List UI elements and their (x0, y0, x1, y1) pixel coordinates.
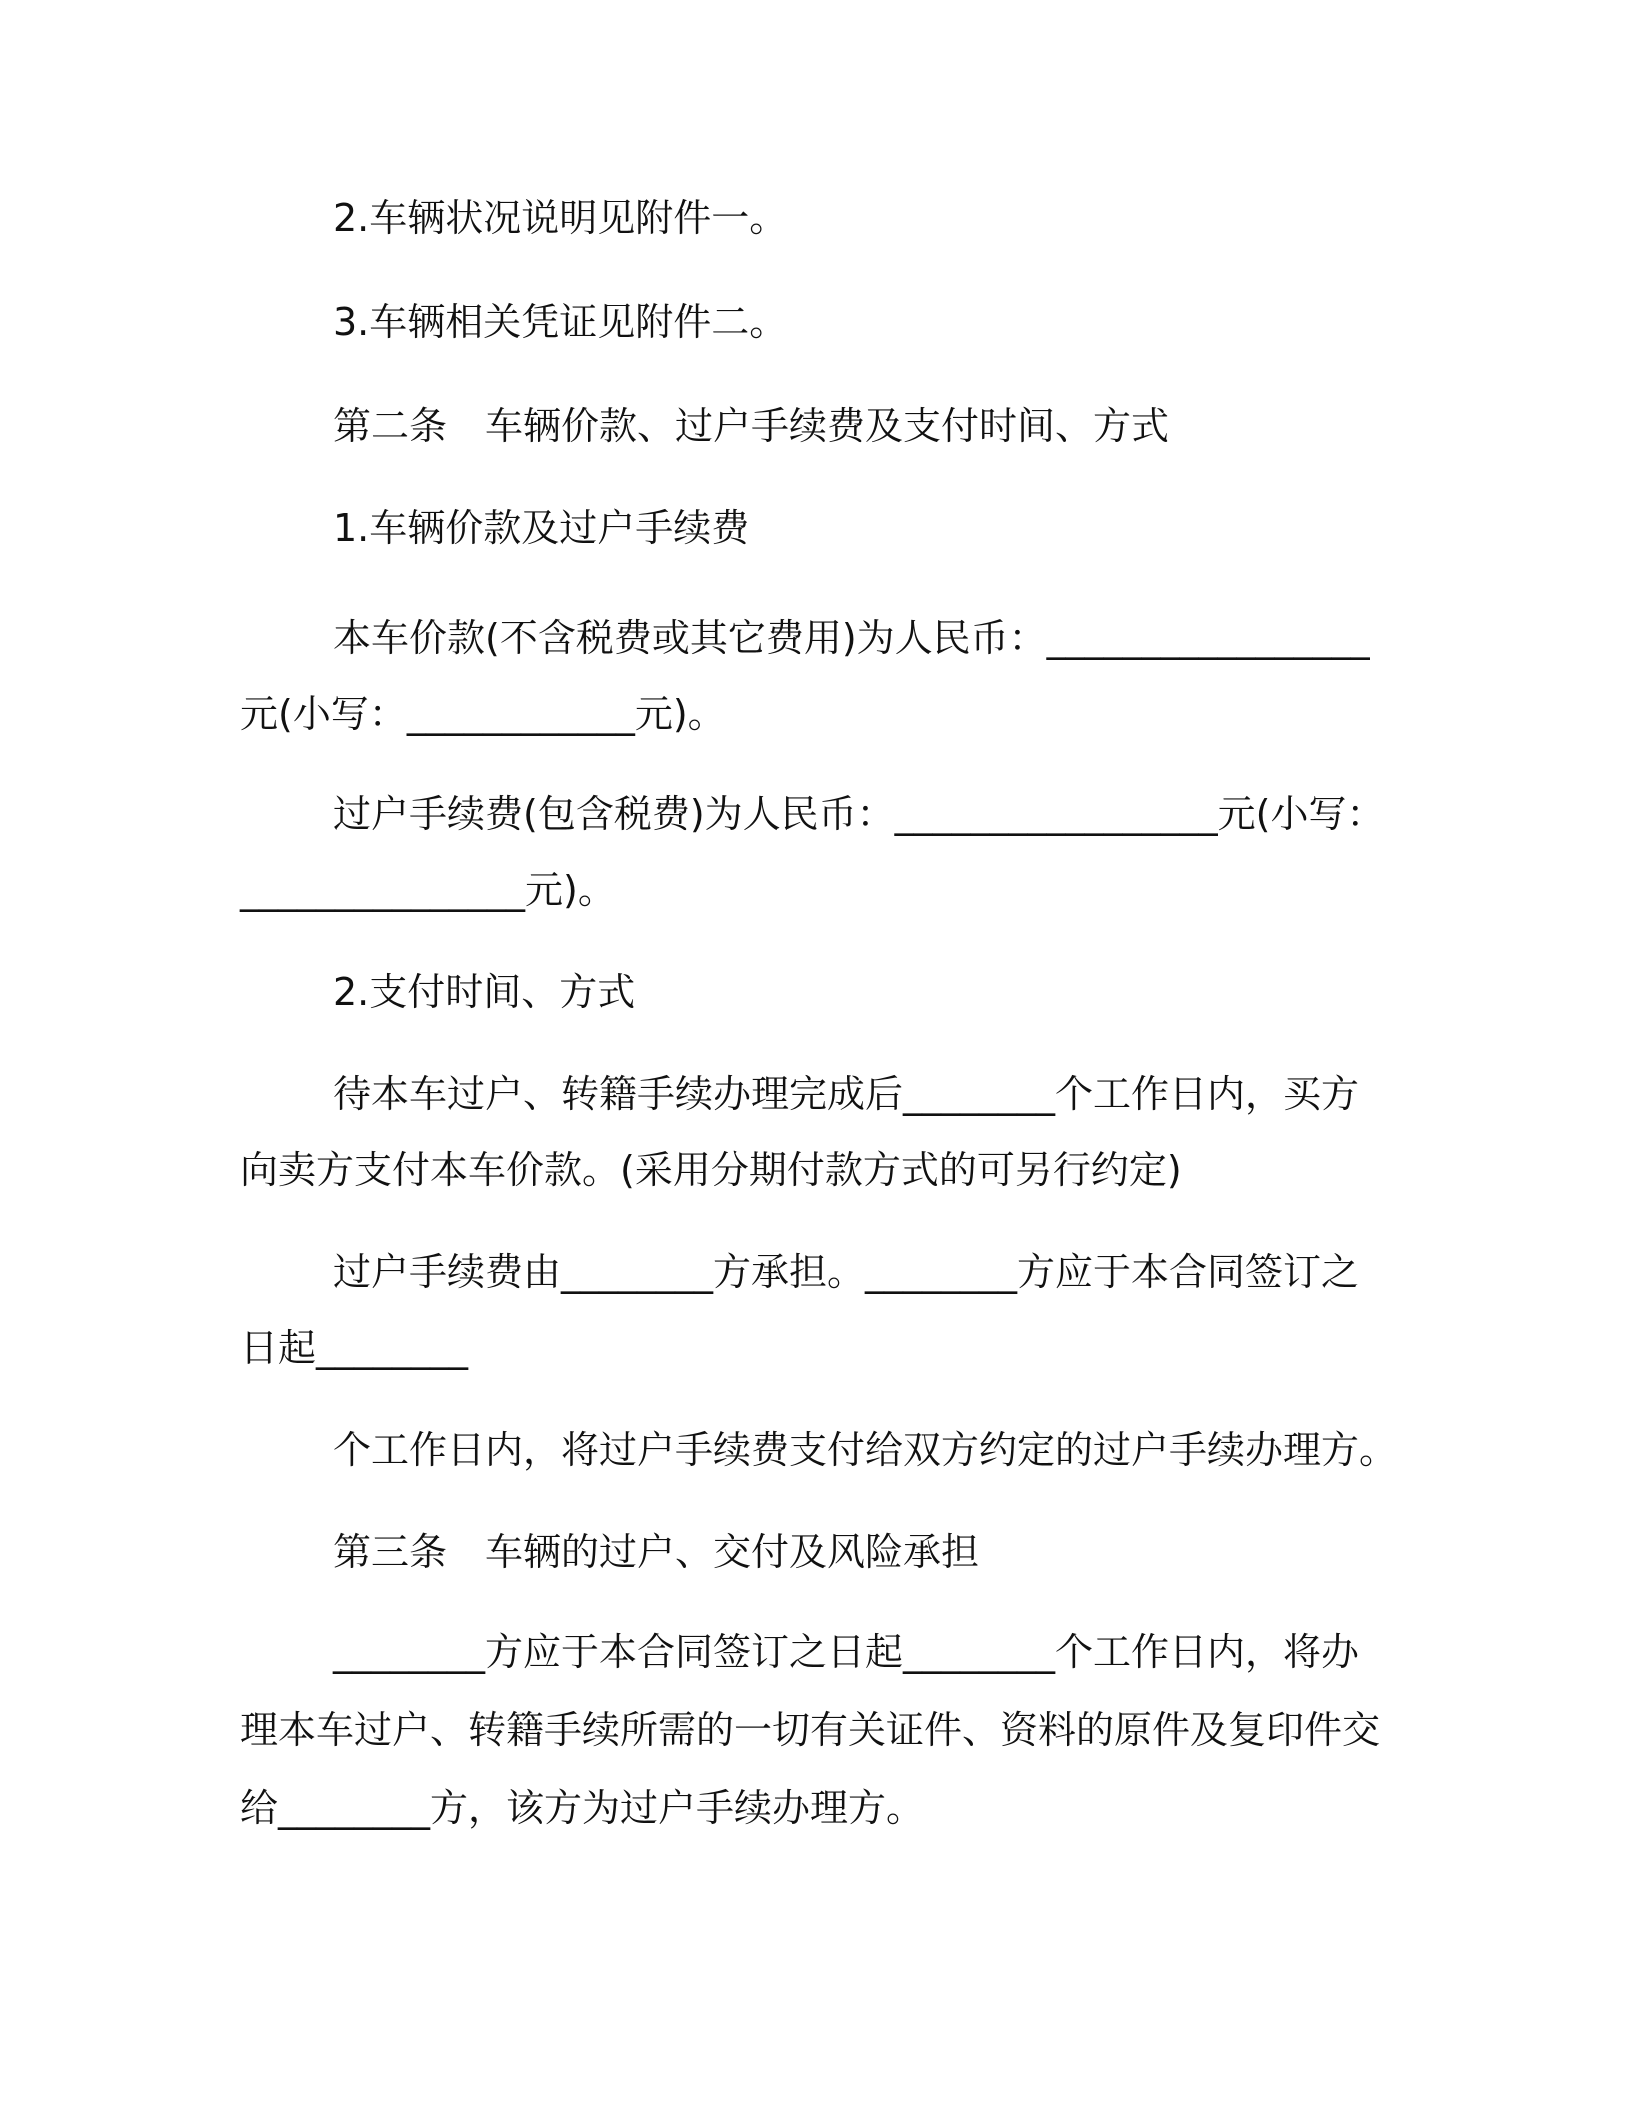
subsection-2-heading: 2.支付时间、方式 (333, 970, 636, 1014)
payment-time-line: 待本车过户、转籍手续办理完成后________个工作日内，买方 (333, 1072, 1360, 1116)
transfer-documents-line: ________方应于本合同签订之日起________个工作日内，将办 (333, 1630, 1360, 1674)
article-3-heading: 第三条 车辆的过户、交付及风险承担 (333, 1530, 980, 1574)
article-2-heading: 第二条 车辆价款、过户手续费及支付时间、方式 (333, 404, 1170, 448)
vehicle-price-line: 本车价款(不含税费或其它费用)为人民币：_________________ (333, 616, 1370, 660)
transfer-fee-line-cont: _______________元)。 (240, 868, 616, 912)
clause-item-2-vehicle-condition: 2.车辆状况说明见附件一。 (333, 196, 788, 240)
fee-payment-line: 个工作日内，将过户手续费支付给双方约定的过户手续办理方。 (333, 1428, 1398, 1472)
transfer-documents-line-cont: 理本车过户、转籍手续所需的一切有关证件、资料的原件及复印件交 (240, 1708, 1381, 1752)
fee-bearer-line-cont: 日起________ (240, 1326, 469, 1370)
vehicle-price-line-cont: 元(小写：____________元)。 (240, 692, 726, 736)
payment-time-line-cont: 向卖方支付本车价款。(采用分期付款方式的可另行约定) (240, 1148, 1182, 1192)
clause-item-3-vehicle-documents: 3.车辆相关凭证见附件二。 (333, 300, 788, 344)
transfer-fee-line: 过户手续费(包含税费)为人民币：_________________元(小写： (333, 792, 1385, 836)
fee-bearer-line: 过户手续费由________方承担。________方应于本合同签订之 (333, 1250, 1360, 1294)
transfer-documents-line-end: 给________方，该方为过户手续办理方。 (240, 1786, 925, 1830)
subsection-1-heading: 1.车辆价款及过户手续费 (333, 506, 750, 550)
